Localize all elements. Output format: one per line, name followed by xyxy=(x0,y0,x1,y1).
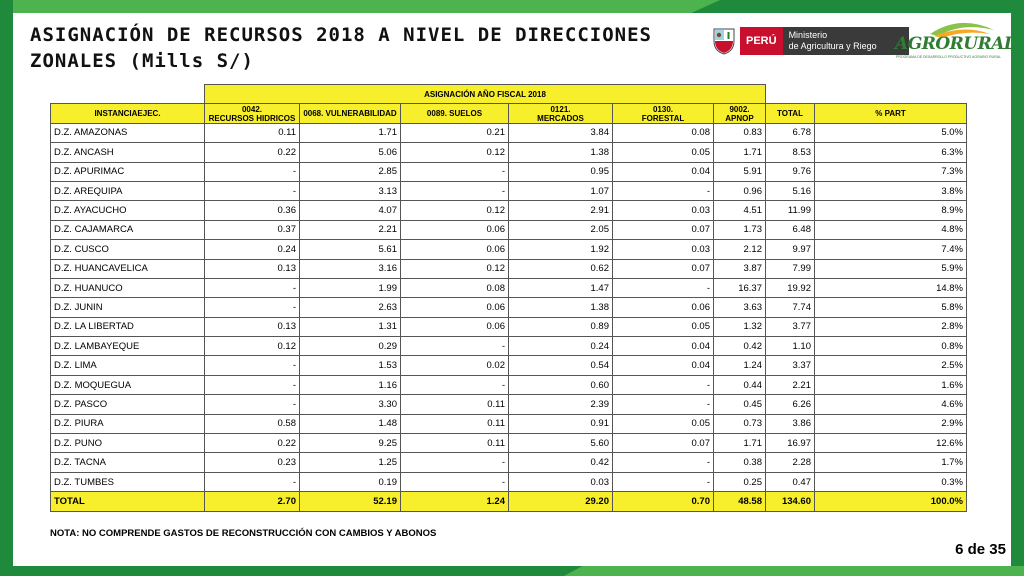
ministry-line-2: de Agricultura y Riego xyxy=(788,41,877,51)
table-cell: 3.16 xyxy=(300,259,401,278)
table-cell: 14.8% xyxy=(815,278,967,297)
table-row xyxy=(51,317,967,336)
table-cell: 19.92 xyxy=(766,278,815,297)
row-label: TOTAL xyxy=(51,492,205,511)
table-cell: 0.11 xyxy=(401,414,509,433)
col-header-instancia: INSTANCIAEJEC. xyxy=(51,104,205,123)
table-row xyxy=(51,453,967,472)
table-row xyxy=(51,123,967,142)
table-cell: 0.13 xyxy=(205,317,300,336)
header-spacer-left xyxy=(51,85,205,104)
table-cell: 6.26 xyxy=(766,395,815,414)
table-cell: 0.21 xyxy=(401,123,509,142)
table-cell: 3.84 xyxy=(509,123,613,142)
table-cell: - xyxy=(401,472,509,491)
table-cell: 0.08 xyxy=(613,123,714,142)
table-cell: 9.25 xyxy=(300,434,401,453)
table-cell: 4.8% xyxy=(815,220,967,239)
table-cell: 1.92 xyxy=(509,240,613,259)
table-cell: - xyxy=(613,181,714,200)
table-cell: 1.31 xyxy=(300,317,401,336)
table-cell: 0.02 xyxy=(401,356,509,375)
table-row xyxy=(51,201,967,220)
table-cell: 3.87 xyxy=(714,259,766,278)
table-cell: 2.05 xyxy=(509,220,613,239)
table-cell: - xyxy=(401,453,509,472)
table-cell: 16.97 xyxy=(766,434,815,453)
table-cell: 0.36 xyxy=(205,201,300,220)
col-header-0042-code: 0042. xyxy=(241,104,263,114)
col-header-part: % PART xyxy=(815,104,967,123)
table-cell: 6.78 xyxy=(766,123,815,142)
row-label: D.Z. LAMBAYEQUE xyxy=(51,337,205,356)
table-cell: - xyxy=(401,181,509,200)
table-cell: - xyxy=(401,162,509,181)
table-body xyxy=(51,123,967,511)
table-cell: 1.16 xyxy=(300,375,401,394)
table-cell: 0.12 xyxy=(401,201,509,220)
table-cell: 0.3% xyxy=(815,472,967,491)
row-label: D.Z. APURIMAC xyxy=(51,162,205,181)
row-label: D.Z. JUNIN xyxy=(51,298,205,317)
table-cell: 0.04 xyxy=(613,356,714,375)
table-cell: - xyxy=(613,472,714,491)
table-cell: 7.99 xyxy=(766,259,815,278)
table-row xyxy=(51,472,967,491)
table-row xyxy=(51,337,967,356)
table-cell: 0.24 xyxy=(509,337,613,356)
table-cell: 2.21 xyxy=(300,220,401,239)
table-row xyxy=(51,414,967,433)
col-header-0042 xyxy=(205,104,300,123)
table-cell: 0.06 xyxy=(401,240,509,259)
table-cell: 0.06 xyxy=(613,298,714,317)
table-row xyxy=(51,434,967,453)
resource-allocation-table xyxy=(50,84,967,512)
table-cell: 0.07 xyxy=(613,434,714,453)
table-cell: 0.22 xyxy=(205,434,300,453)
table-row xyxy=(51,143,967,162)
table-cell: 0.07 xyxy=(613,220,714,239)
table-cell: 0.05 xyxy=(613,143,714,162)
table-row xyxy=(51,240,967,259)
row-label: D.Z. AMAZONAS xyxy=(51,123,205,142)
table-cell: 3.30 xyxy=(300,395,401,414)
table-cell: - xyxy=(613,375,714,394)
table-cell: 0.08 xyxy=(401,278,509,297)
row-label: D.Z. PUNO xyxy=(51,434,205,453)
col-header-9002 xyxy=(714,104,766,123)
table-cell: 0.11 xyxy=(401,434,509,453)
table-cell: 0.54 xyxy=(509,356,613,375)
table-cell: 0.96 xyxy=(714,181,766,200)
table-cell: 0.37 xyxy=(205,220,300,239)
table-cell: 2.70 xyxy=(205,492,300,511)
table-cell: 0.06 xyxy=(401,317,509,336)
table-cell: 2.85 xyxy=(300,162,401,181)
table-cell: 5.91 xyxy=(714,162,766,181)
col-header-0068: 0068. VULNERABILIDAD xyxy=(300,104,401,123)
table-cell: - xyxy=(205,472,300,491)
table-cell: 0.11 xyxy=(401,395,509,414)
table-row xyxy=(51,259,967,278)
table-cell: 11.99 xyxy=(766,201,815,220)
table-cell: 0.60 xyxy=(509,375,613,394)
group-header: ASIGNACIÓN AÑO FISCAL 2018 xyxy=(205,85,766,104)
table-cell: 0.45 xyxy=(714,395,766,414)
table-cell: 0.70 xyxy=(613,492,714,511)
row-label: D.Z. TACNA xyxy=(51,453,205,472)
total-row xyxy=(51,492,967,511)
bottom-frame-accent xyxy=(564,566,1024,576)
table-cell: - xyxy=(205,356,300,375)
table-cell: 52.19 xyxy=(300,492,401,511)
table-cell: 7.3% xyxy=(815,162,967,181)
left-frame-bar xyxy=(0,0,13,576)
col-header-0121 xyxy=(509,104,613,123)
table-cell: - xyxy=(205,181,300,200)
row-label: D.Z. HUANCAVELICA xyxy=(51,259,205,278)
col-header-0130-label: FORESTAL xyxy=(641,113,685,123)
table-cell: 0.58 xyxy=(205,414,300,433)
table-cell: - xyxy=(613,278,714,297)
table-cell: 6.48 xyxy=(766,220,815,239)
table-cell: 5.16 xyxy=(766,181,815,200)
table-cell: 48.58 xyxy=(714,492,766,511)
table-cell: - xyxy=(613,395,714,414)
table-cell: 2.9% xyxy=(815,414,967,433)
table-cell: 1.25 xyxy=(300,453,401,472)
table-cell: 0.12 xyxy=(401,143,509,162)
table-cell: 5.0% xyxy=(815,123,967,142)
table-cell: 0.03 xyxy=(613,201,714,220)
table-cell: 1.6% xyxy=(815,375,967,394)
right-frame-bar xyxy=(1011,0,1024,576)
table-cell: 5.9% xyxy=(815,259,967,278)
row-label: D.Z. MOQUEGUA xyxy=(51,375,205,394)
table-cell: 1.71 xyxy=(714,434,766,453)
row-label: D.Z. TUMBES xyxy=(51,472,205,491)
table-cell: 1.7% xyxy=(815,453,967,472)
row-label: D.Z. CAJAMARCA xyxy=(51,220,205,239)
table-cell: 4.51 xyxy=(714,201,766,220)
table-cell: 0.89 xyxy=(509,317,613,336)
table-cell: 0.06 xyxy=(401,220,509,239)
table-cell: 9.97 xyxy=(766,240,815,259)
table-cell: 0.95 xyxy=(509,162,613,181)
table-cell: 16.37 xyxy=(714,278,766,297)
table-cell: 0.91 xyxy=(509,414,613,433)
table-cell: 1.47 xyxy=(509,278,613,297)
table-cell: 134.60 xyxy=(766,492,815,511)
table-cell: 0.23 xyxy=(205,453,300,472)
table-cell: 0.38 xyxy=(714,453,766,472)
table-cell: 0.8% xyxy=(815,337,967,356)
row-label: D.Z. CUSCO xyxy=(51,240,205,259)
table-cell: - xyxy=(205,375,300,394)
table-cell: 5.8% xyxy=(815,298,967,317)
table-cell: 1.71 xyxy=(714,143,766,162)
table-row xyxy=(51,395,967,414)
table-cell: 1.48 xyxy=(300,414,401,433)
col-header-0121-code: 0121. xyxy=(550,104,571,114)
peru-shield-icon xyxy=(712,27,736,55)
row-label: D.Z. HUANUCO xyxy=(51,278,205,297)
table-cell: 2.5% xyxy=(815,356,967,375)
col-header-total: TOTAL xyxy=(766,104,815,123)
table-cell: 5.06 xyxy=(300,143,401,162)
footnote: NOTA: NO COMPRENDE GASTOS DE RECONSTRUCCIÓN CON CAMBIOS Y ABONOS xyxy=(50,528,437,539)
table-cell: 3.8% xyxy=(815,181,967,200)
col-header-0130 xyxy=(613,104,714,123)
table-cell: 0.29 xyxy=(300,337,401,356)
table-cell: 0.13 xyxy=(205,259,300,278)
table-cell: 8.9% xyxy=(815,201,967,220)
table-cell: 0.44 xyxy=(714,375,766,394)
table-cell: 0.04 xyxy=(613,337,714,356)
row-label: D.Z. AREQUIPA xyxy=(51,181,205,200)
agrorural-subtitle: PROGRAMA DE DESARROLLO PRODUCTIVO AGRARIO RURAL xyxy=(896,55,1002,59)
table-cell: 1.07 xyxy=(509,181,613,200)
table-row xyxy=(51,356,967,375)
table-cell: 0.12 xyxy=(401,259,509,278)
table-cell: 12.6% xyxy=(815,434,967,453)
table-cell: 3.86 xyxy=(766,414,815,433)
table-row xyxy=(51,220,967,239)
table-cell: 0.73 xyxy=(714,414,766,433)
table-cell: 2.21 xyxy=(766,375,815,394)
table-cell: 1.24 xyxy=(401,492,509,511)
table-cell: 100.0% xyxy=(815,492,967,511)
table-cell: - xyxy=(205,298,300,317)
page-indicator: 6 de 35 xyxy=(955,541,1006,558)
table-cell: 2.63 xyxy=(300,298,401,317)
col-header-0121-label: MERCADOS xyxy=(537,113,584,123)
table-cell: 1.71 xyxy=(300,123,401,142)
table-cell: 2.12 xyxy=(714,240,766,259)
table-cell: 5.61 xyxy=(300,240,401,259)
table-cell: 3.77 xyxy=(766,317,815,336)
table-cell: 0.19 xyxy=(300,472,401,491)
row-label: D.Z. PIURA xyxy=(51,414,205,433)
table-cell: 2.91 xyxy=(509,201,613,220)
table-cell: 7.74 xyxy=(766,298,815,317)
table-cell: 0.24 xyxy=(205,240,300,259)
table-cell: 4.6% xyxy=(815,395,967,414)
table-cell: 1.10 xyxy=(766,337,815,356)
table-cell: 2.8% xyxy=(815,317,967,336)
table-cell: 0.83 xyxy=(714,123,766,142)
table-cell: 3.37 xyxy=(766,356,815,375)
agrorural-logo-text: AGRORURAL xyxy=(895,34,1016,54)
table-cell: 0.47 xyxy=(766,472,815,491)
table-cell: 0.25 xyxy=(714,472,766,491)
table-cell: 1.32 xyxy=(714,317,766,336)
table-cell: 1.53 xyxy=(300,356,401,375)
row-label: D.Z. LA LIBERTAD xyxy=(51,317,205,336)
table-cell: 0.11 xyxy=(205,123,300,142)
table-cell: 3.63 xyxy=(714,298,766,317)
table-cell: 6.3% xyxy=(815,143,967,162)
table-cell: 0.22 xyxy=(205,143,300,162)
slide-title: ASIGNACIÓN DE RECURSOS 2018 A NIVEL DE DIRECCIONES ZONALES (Mills S/) xyxy=(30,24,652,72)
peru-label: PERÚ xyxy=(740,27,783,55)
table-cell: 8.53 xyxy=(766,143,815,162)
col-header-0042-label: RECURSOS HIDRICOS xyxy=(208,113,296,123)
table-cell: 0.05 xyxy=(613,317,714,336)
ministry-line-1: Ministerio xyxy=(788,30,828,40)
table-cell: 0.03 xyxy=(509,472,613,491)
table-row xyxy=(51,278,967,297)
top-frame-accent xyxy=(0,0,720,13)
table-row xyxy=(51,375,967,394)
table-cell: 1.99 xyxy=(300,278,401,297)
table-cell: 0.42 xyxy=(714,337,766,356)
row-label: D.Z. PASCO xyxy=(51,395,205,414)
table-cell: 0.05 xyxy=(613,414,714,433)
table-cell: - xyxy=(205,278,300,297)
table-cell: 4.07 xyxy=(300,201,401,220)
table-cell: - xyxy=(613,453,714,472)
table-row xyxy=(51,181,967,200)
col-header-9002-code: 9002. xyxy=(729,104,750,114)
table-cell: 0.12 xyxy=(205,337,300,356)
ministry-logo xyxy=(712,25,909,57)
table-cell: - xyxy=(401,337,509,356)
row-label: D.Z. ANCASH xyxy=(51,143,205,162)
col-header-0130-code: 0130. xyxy=(652,104,674,114)
table-cell: 5.60 xyxy=(509,434,613,453)
table-cell: - xyxy=(205,395,300,414)
table-cell: 1.38 xyxy=(509,298,613,317)
row-label: D.Z. LIMA xyxy=(51,356,205,375)
table-cell: 1.24 xyxy=(714,356,766,375)
table-cell: 0.07 xyxy=(613,259,714,278)
table-cell: 0.42 xyxy=(509,453,613,472)
table-cell: 9.76 xyxy=(766,162,815,181)
table-cell: 7.4% xyxy=(815,240,967,259)
table-row xyxy=(51,298,967,317)
table-cell: 0.04 xyxy=(613,162,714,181)
table-row xyxy=(51,162,967,181)
table-cell: 3.13 xyxy=(300,181,401,200)
table-cell: 1.38 xyxy=(509,143,613,162)
col-header-0089: 0089. SUELOS xyxy=(401,104,509,123)
table-cell: 2.28 xyxy=(766,453,815,472)
header-spacer-right xyxy=(766,85,967,104)
table-cell: - xyxy=(205,162,300,181)
table-cell: 29.20 xyxy=(509,492,613,511)
table-cell: 0.03 xyxy=(613,240,714,259)
table-cell: 2.39 xyxy=(509,395,613,414)
table-cell: 1.73 xyxy=(714,220,766,239)
table-cell: - xyxy=(401,375,509,394)
row-label: D.Z. AYACUCHO xyxy=(51,201,205,220)
col-header-9002-label: APNOP xyxy=(725,113,754,123)
table-cell: 0.62 xyxy=(509,259,613,278)
table-cell: 0.06 xyxy=(401,298,509,317)
